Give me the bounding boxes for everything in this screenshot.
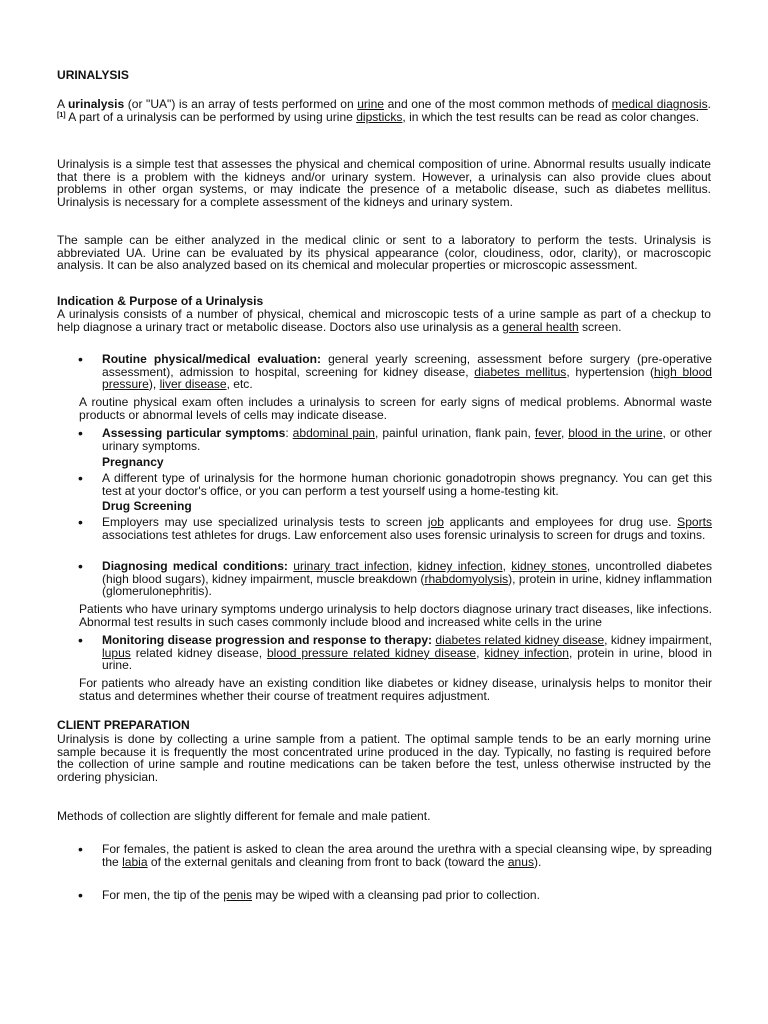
intro-paragraph-1: A urinalysis (or "UA") is an array of tests performed on urine and one of the most common methods of medical diagnosis.[1] A part of a urinalysis can be performed by using urine dipsticks, in which the test results can be read as color changes. xyxy=(57,97,711,124)
bullet-marker: • xyxy=(78,558,83,574)
list-item-pregnancy: A different type of urinalysis for the hormone human chorionic gonadotropin shows pregnancy. You can get this test at your doctor's office, or you can perform a test yourself using a home-testing kit. xyxy=(102,471,712,498)
citation-link[interactable]: [1] xyxy=(57,111,66,119)
link-anus[interactable]: anus xyxy=(507,854,534,869)
link-kidney-infection-2[interactable]: kidney infection xyxy=(484,645,569,660)
drug-screening-subheading: Drug Screening xyxy=(102,499,192,513)
link-dipsticks[interactable]: dipsticks xyxy=(356,109,403,124)
collection-methods-paragraph: Methods of collection are slightly different for female and male patient. xyxy=(57,809,431,823)
link-penis[interactable]: penis xyxy=(223,888,253,902)
client-preparation-paragraph: Urinalysis is done by collecting a urine sample from a patient. The optimal sample tends to be an early morning urine sample because it is frequently the most concentrated urine produced in the day. Typically, no fasting is required before the collection of urine sample and routine medications can be taken before the test, unless otherwise instructed by the ordering physician. xyxy=(57,732,711,784)
link-kidney-infection[interactable]: kidney infection xyxy=(417,559,503,573)
link-liver-disease[interactable]: liver disease xyxy=(159,377,227,392)
pregnancy-subheading: Pregnancy xyxy=(102,455,164,469)
link-blood-in-urine[interactable]: blood in the urine xyxy=(568,426,663,440)
intro-paragraph-2: Urinalysis is a simple test that assesses the physical and chemical composition of urine. Abnormal results usually indicate that there is a problem with the kidneys and/or urinary system. However, a urinalysis can also provide clues about problems in other organ systems, or may indicate the presence of a metabolic disease, such as diabetes mellitus. Urinalysis is necessary for a complete assessment of the kidneys and urinary system. xyxy=(57,157,711,209)
document-title: URINALYSIS xyxy=(57,68,129,82)
link-medical-diagnosis[interactable]: medical diagnosis xyxy=(611,97,708,111)
intro-paragraph-3: The sample can be either analyzed in the medical clinic or sent to a laboratory to perform the tests. Urinalysis is abbreviated UA. Urine can be evaluated by its physical appearance (color, cloudiness, odor, clarity), or macroscopic analysis. It can be also analyzed based on its chemical and molecular properties or microscopic assessment. xyxy=(57,233,711,273)
bullet-marker: • xyxy=(78,425,83,441)
link-fever[interactable]: fever xyxy=(534,426,561,440)
bullet-marker: • xyxy=(78,351,83,367)
link-high-blood-pressure[interactable]: high blood pressure xyxy=(102,364,712,392)
link-urinary-tract-infection[interactable]: urinary tract infection xyxy=(293,559,409,573)
link-diabetes-mellitus[interactable]: diabetes mellitus xyxy=(474,364,567,379)
link-blood-pressure-kidney-disease[interactable]: blood pressure related kidney disease xyxy=(266,645,477,660)
list-item-diagnosing: Diagnosing medical conditions: urinary tract infection, kidney infection, kidney stones, uncontrolled diabetes (high blood sugars), kidney impairment, muscle breakdown (rhabdomyolysis), protein in urine, kidney inflammation (glomerulonephritis). xyxy=(102,559,712,599)
bullet-marker: • xyxy=(78,632,83,648)
indication-paragraph: A urinalysis consists of a number of physical, chemical and microscopic tests of a urine sample as part of a checkup to help diagnose a urinary tract or metabolic disease. Doctors also use urinalysis as a general health screen. xyxy=(57,307,711,334)
term-urinalysis: urinalysis xyxy=(67,97,125,111)
link-diabetes-kidney-disease[interactable]: diabetes related kidney disease xyxy=(435,633,605,647)
bullet-marker: • xyxy=(78,887,83,903)
link-sports[interactable]: Sports xyxy=(677,515,712,529)
link-kidney-stones[interactable]: kidney stones xyxy=(511,559,587,573)
link-general-health[interactable]: general health xyxy=(502,319,579,334)
list-item-symptoms: Assessing particular symptoms: abdominal pain, painful urination, flank pain, fever, blood in the urine, or other urinary symptoms. xyxy=(102,426,712,453)
client-preparation-heading: CLIENT PREPARATION xyxy=(57,718,190,732)
monitoring-note: For patients who already have an existing condition like diabetes or kidney disease, urinalysis helps to monitor their status and determines whether their course of treatment requires adjustment. xyxy=(79,676,712,703)
bullet-marker: • xyxy=(78,514,83,530)
list-item-male-collection: For men, the tip of the penis may be wiped with a cleansing pad prior to collection. xyxy=(102,888,540,902)
link-rhabdomyolysis[interactable]: rhabdomyolysis xyxy=(424,571,509,586)
bullet-marker: • xyxy=(78,841,83,857)
list-item-female-collection: For females, the patient is asked to clean the area around the urethra with a special cleansing wipe, by spreading the labia of the external genitals and cleaning from front to back (toward the anus). xyxy=(102,842,712,869)
link-labia[interactable]: labia xyxy=(122,854,148,869)
bullet-marker: • xyxy=(78,470,83,486)
diagnosing-note: Patients who have urinary symptoms undergo urinalysis to help doctors diagnose urinary tract diseases, like infections. Abnormal test results in such cases commonly include blood and increased white cells in the urine xyxy=(79,602,712,629)
link-abdominal-pain[interactable]: abdominal pain xyxy=(292,426,376,440)
list-item-drug-screening: Employers may use specialized urinalysis tests to screen job applicants and employees for drug use. Sports associations test athletes for drugs. Law enforcement also uses forensic urinalysis to screen for drugs and toxins. xyxy=(102,515,712,542)
list-item-routine: Routine physical/medical evaluation: general yearly screening, assessment before surgery (pre-operative assessment), admission to hospital, screening for kidney disease, diabetes mellitus, hypertension (high blood pressure), liver disease, etc. xyxy=(102,352,712,392)
link-urine[interactable]: urine xyxy=(357,97,385,111)
link-job[interactable]: job xyxy=(427,515,444,529)
indication-heading: Indication & Purpose of a Urinalysis xyxy=(57,294,264,308)
list-item-monitoring: Monitoring disease progression and response to therapy: diabetes related kidney disease, kidney impairment, lupus related kidney disease, blood pressure related kidney disease, kidney infection, protein in urine, blood in urine. xyxy=(102,633,713,673)
routine-note: A routine physical exam often includes a urinalysis to screen for early signs of medical problems. Abnormal waste products or abnormal levels of cells may indicate disease. xyxy=(79,395,712,422)
link-lupus[interactable]: lupus xyxy=(102,645,131,660)
